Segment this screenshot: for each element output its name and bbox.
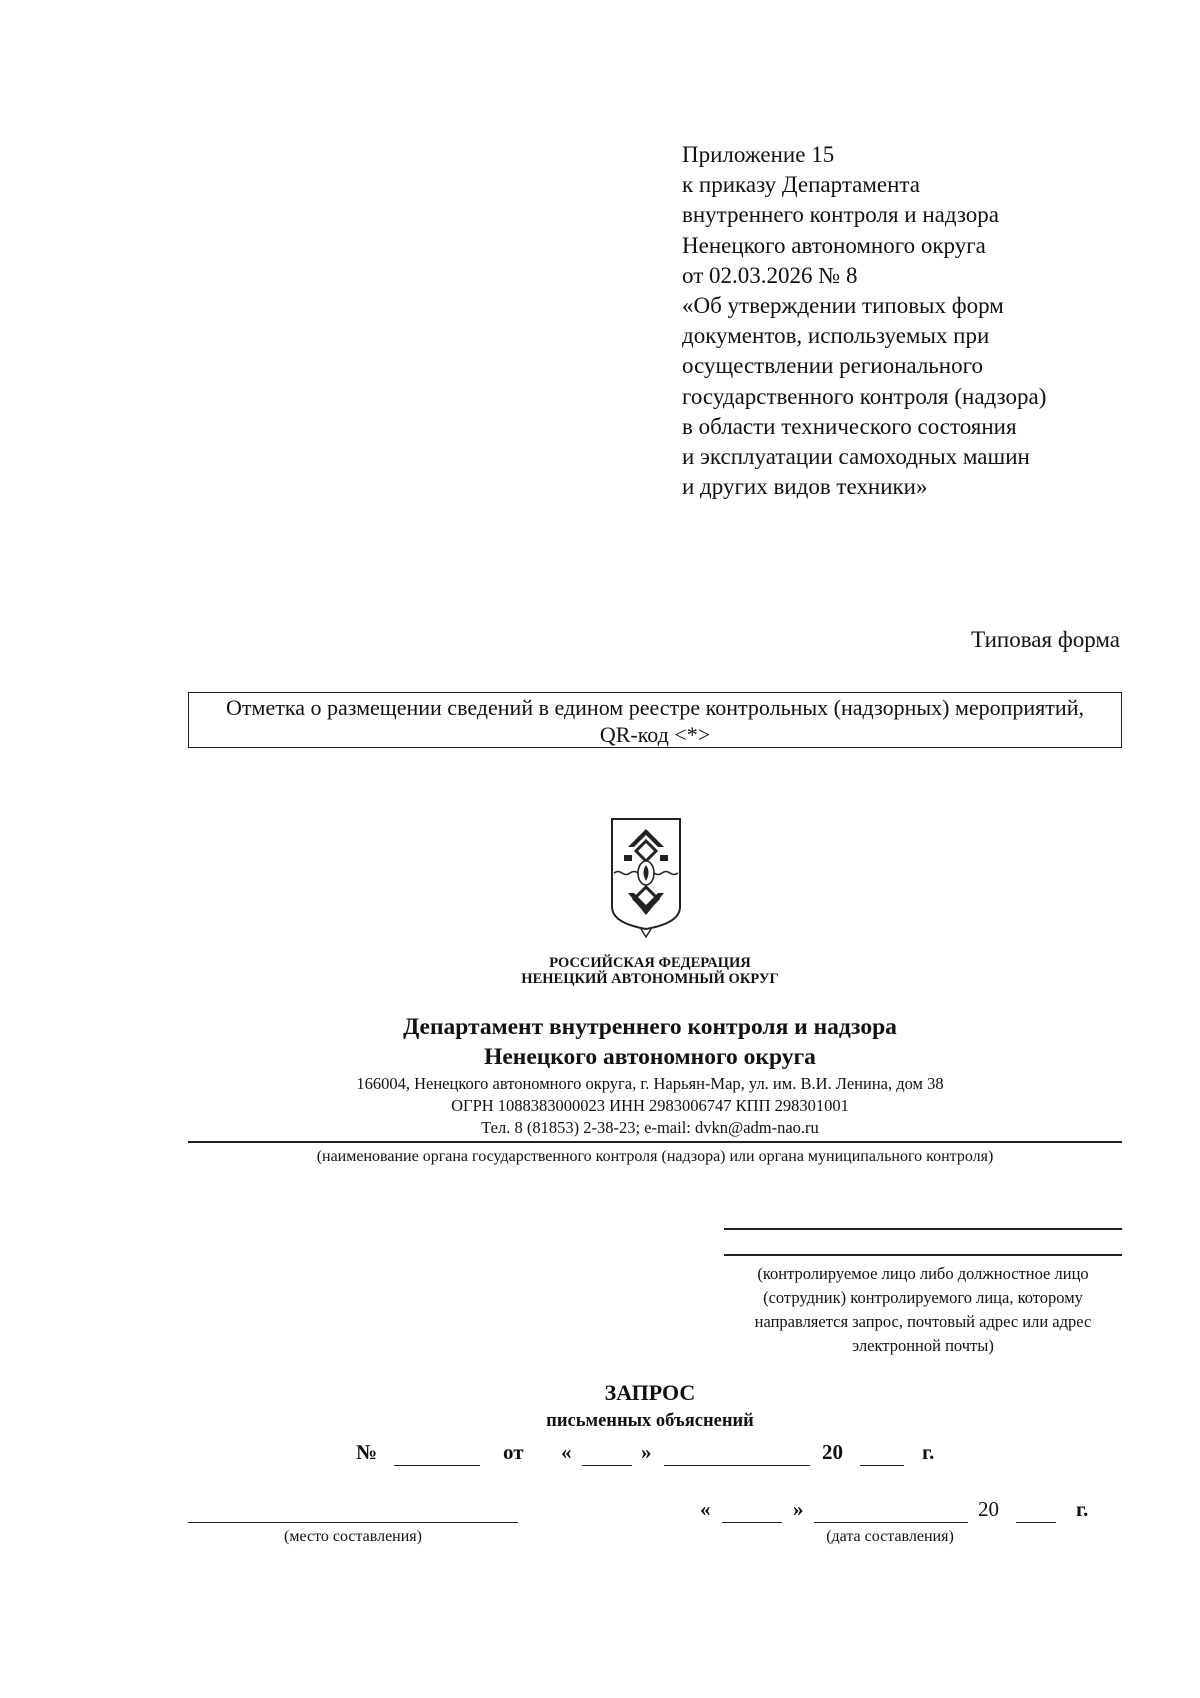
appendix-line: Приложение 15	[682, 142, 835, 167]
appendix-line: документов, используемых при	[682, 323, 990, 349]
appendix-line: и других видов техники»	[682, 474, 928, 500]
number-field[interactable]	[394, 1465, 480, 1466]
date-year-prefix: 20	[978, 1497, 999, 1521]
document-subtitle: письменных объяснений	[546, 1411, 754, 1431]
appendix-line: Ненецкого автономного округа	[682, 232, 986, 258]
recipient-line-1[interactable]	[724, 1228, 1122, 1230]
recipient-caption-line: (контролируемое лицо либо должностное лицо	[757, 1264, 1089, 1283]
year-prefix: 20	[822, 1440, 843, 1464]
registry-mark-line2: QR-код <*>	[599, 722, 711, 747]
document-title-block	[450, 1378, 850, 1434]
appendix-line: и эксплуатации самоходных машин	[682, 444, 1030, 470]
quote-close: »	[641, 1440, 652, 1464]
month-field[interactable]	[664, 1465, 810, 1466]
recipient-caption	[722, 1262, 1124, 1358]
appendix-line: внутреннего контроля и надзора	[682, 202, 1000, 228]
day-field[interactable]	[582, 1465, 632, 1466]
org-phone-email: Тел. 8 (81853) 2-38-23; e-mail: dvkn@adm-nao.ru	[481, 1118, 819, 1137]
appendix-line: к приказу Департамента	[682, 172, 920, 198]
from-label: от	[503, 1440, 524, 1464]
recipient-caption-line: (сотрудник) контролируемого лица, которому	[763, 1288, 1083, 1307]
date-year-suffix: г.	[1076, 1497, 1089, 1521]
appendix-line: «Об утверждении типовых форм	[682, 293, 1004, 319]
org-ids: ОГРН 1088383000023 ИНН 2983006747 КПП 298301001	[451, 1096, 849, 1115]
date-quote-open: «	[700, 1497, 711, 1521]
recipient-line-2[interactable]	[724, 1254, 1122, 1256]
form-type-label: Типовая форма	[971, 627, 1120, 652]
quote-open: «	[561, 1440, 572, 1464]
year-field[interactable]	[860, 1465, 904, 1466]
org-name-line2: Ненецкого автономного округа	[484, 1044, 816, 1070]
org-address: 166004, Ненецкого автономного округа, г. Нарьян-Мар, ул. им. В.И. Ленина, дом 38	[356, 1074, 944, 1093]
registry-mark-line1: Отметка о размещении сведений в едином реестре контрольных (надзорных) мероприятий,	[226, 695, 1084, 720]
appendix-block	[682, 140, 1152, 502]
place-field[interactable]	[188, 1522, 518, 1523]
date-year-field[interactable]	[1016, 1522, 1056, 1523]
number-label: №	[356, 1440, 378, 1464]
date-month-field[interactable]	[814, 1522, 968, 1523]
date-quote-close: »	[793, 1497, 804, 1521]
place-caption: (место составления)	[284, 1528, 422, 1545]
year-suffix: г.	[922, 1440, 935, 1464]
recipient-caption-line: направляется запрос, почтовый адрес или адрес	[754, 1312, 1092, 1331]
appendix-line: государственного контроля (надзора)	[682, 383, 1047, 409]
org-name-block	[250, 1012, 1050, 1072]
date-day-field[interactable]	[722, 1522, 782, 1523]
appendix-line: от 02.03.2026 № 8	[682, 262, 858, 288]
org-contacts-block	[220, 1073, 1080, 1139]
date-caption: (дата составления)	[826, 1528, 954, 1545]
country-name: РОССИЙСКАЯ ФЕДЕРАЦИЯ	[549, 955, 751, 971]
org-caption: (наименование органа государственного контроля (надзора) или органа муниципального контроля)	[316, 1148, 994, 1165]
document-title: ЗАПРОС	[604, 1380, 696, 1405]
appendix-line: осуществлении регионального	[682, 353, 983, 379]
coat-of-arms-icon	[608, 815, 684, 939]
registry-mark-box	[188, 692, 1122, 748]
recipient-caption-line: электронной почты)	[852, 1336, 994, 1355]
org-country-block	[300, 955, 1000, 987]
org-underline	[188, 1141, 1122, 1143]
org-name-line1: Департамент внутреннего контроля и надзора	[403, 1014, 897, 1040]
region-name: НЕНЕЦКИЙ АВТОНОМНЫЙ ОКРУГ	[521, 971, 779, 987]
appendix-line: в области технического состояния	[682, 413, 1017, 439]
